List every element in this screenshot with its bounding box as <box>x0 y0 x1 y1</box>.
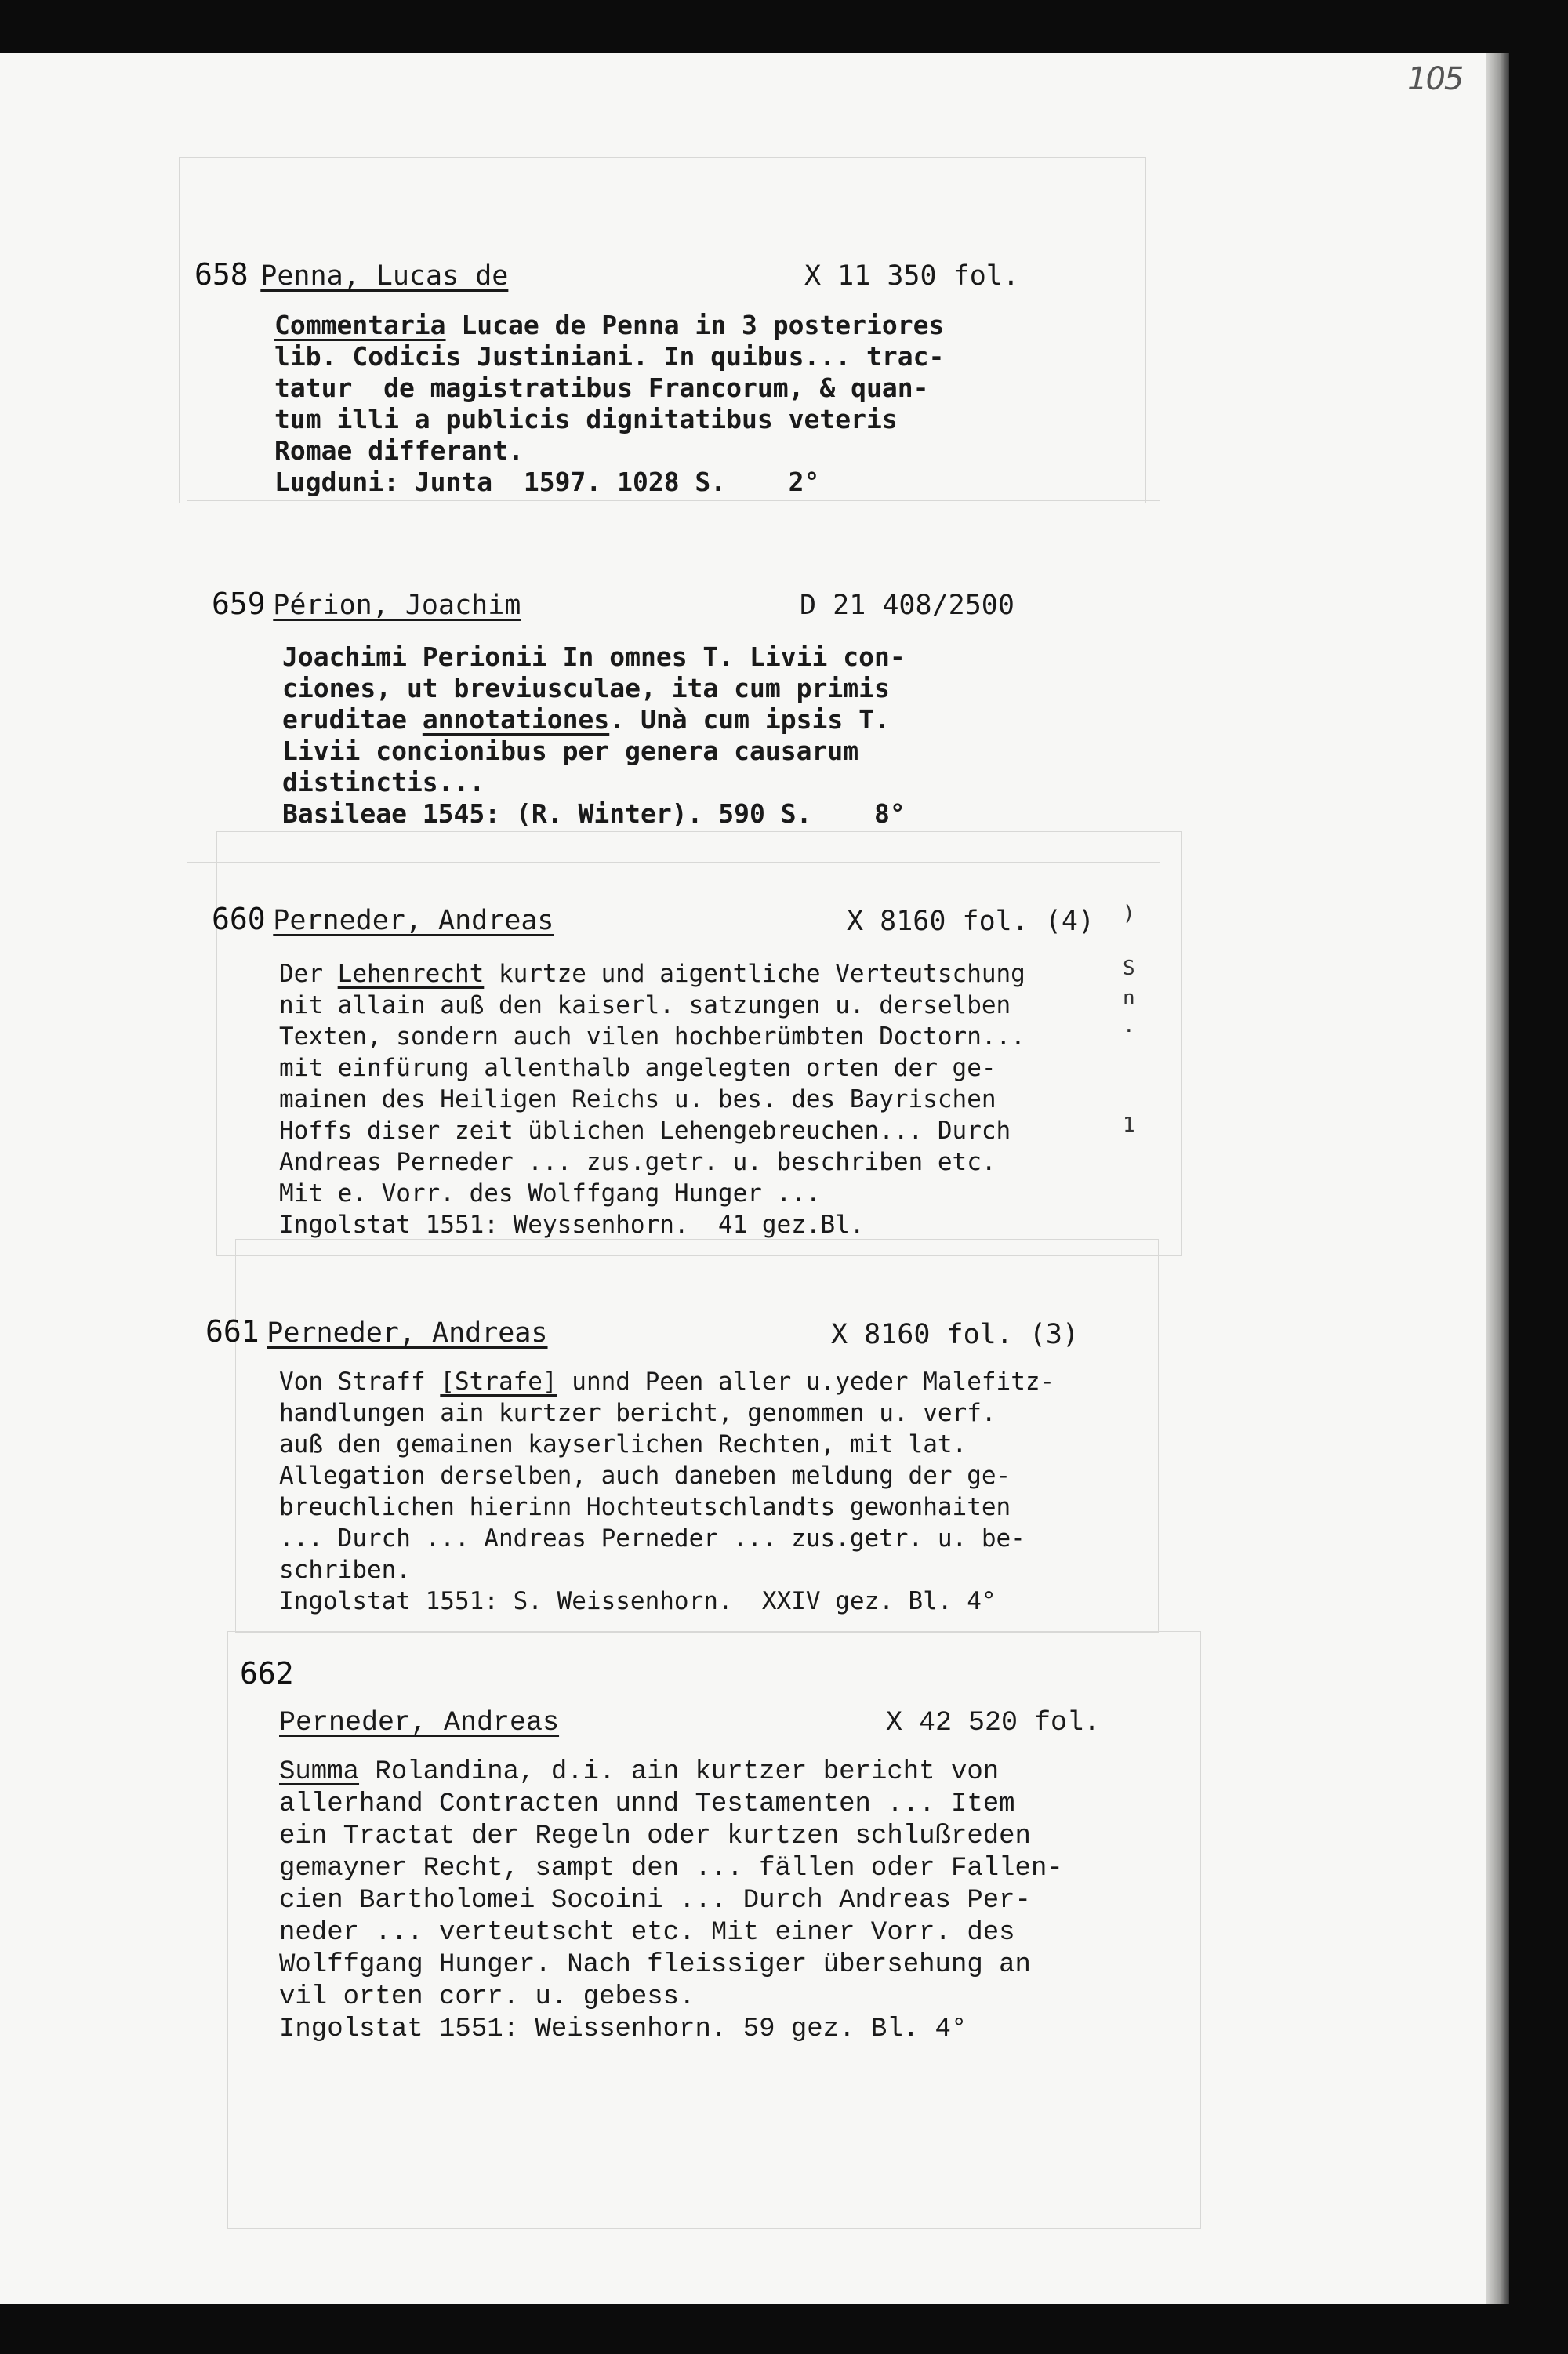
body-line: distinctis... <box>282 767 485 797</box>
margin-mark: S <box>1123 957 1135 980</box>
body-line: Allegation derselben, auch daneben meldung der ge- <box>279 1462 1011 1490</box>
body-line: auß den gemainen kayserlichen Rechten, mit lat. <box>279 1430 967 1459</box>
body-line: vil orten corr. u. gebess. <box>279 1982 695 2012</box>
body-line: gemayner Recht, sampt den ... fällen oder Fallen- <box>279 1854 1063 1884</box>
folio-number: 105 <box>1407 61 1463 97</box>
body-line: tum illi a publicis dignitatibus veteris <box>274 404 898 434</box>
body-line: allerhand Contracten unnd Testamenten ... Item <box>279 1789 1015 1819</box>
catalog-entry <box>240 1656 294 1691</box>
entry-body <box>279 1366 1054 1617</box>
body-line: ... Durch ... Andreas Perneder ... zus.getr. u. be- <box>279 1524 1025 1553</box>
title-line <box>274 310 944 341</box>
catalog-entry <box>212 587 521 621</box>
title-keyword: Summa <box>279 1757 360 1787</box>
body-line: mit einfürung allenthalb angelegten orten der ge- <box>279 1054 996 1082</box>
title-keyword: Lehenrecht <box>337 960 485 988</box>
shelfmark: X 42 520 fol. <box>886 1707 1101 1738</box>
body-line: Rolandina, d.i. ain kurtzer bericht von <box>359 1757 1000 1787</box>
imprint-line: Ingolstat 1551: Weyssenhorn. 41 gez.Bl. <box>279 1211 865 1239</box>
body-line: Joachimi Perionii In omnes T. Livii con- <box>282 641 906 672</box>
body-line: nit allain auß den kaiserl. satzungen u. derselben <box>279 991 1011 1019</box>
catalog-entry <box>212 902 554 936</box>
margin-mark: n <box>1123 986 1135 1010</box>
title-line <box>279 1756 1063 1789</box>
body-line: tatur de magistratibus Francorum, & quan- <box>274 372 929 403</box>
imprint-line: Ingolstat 1551: Weissenhorn. 59 gez. Bl. 4° <box>279 2014 967 2044</box>
body-line: Mit e. Vorr. des Wolffgang Hunger ... <box>279 1179 821 1208</box>
entry-body <box>279 958 1025 1241</box>
body-line: neder ... verteutscht etc. Mit einer Vorr. des <box>279 1918 1015 1948</box>
page-edge <box>1486 53 1509 2304</box>
body-line: handlungen ain kurtzer bericht, genommen u. verf. <box>279 1399 996 1427</box>
title-keyword: Commentaria <box>274 310 446 340</box>
catalog-entry <box>194 257 508 292</box>
entry-heading: Perneder, Andreas <box>279 1707 560 1738</box>
body-line: lib. Codicis Justiniani. In quibus... trac- <box>274 341 945 372</box>
entry-heading-row <box>279 1707 559 1738</box>
text-fragment: kurtze und aigentliche Verteutschung <box>484 960 1025 988</box>
body-line: breuchlichen hierinn Hochteutschlandts gewonhaiten <box>279 1493 1011 1521</box>
entry-number: 659 <box>212 587 266 621</box>
entry-heading: Périon, Joachim <box>273 590 521 621</box>
body-line <box>279 958 1025 990</box>
body-line: Lucae de Penna in 3 posteriores <box>445 310 945 340</box>
entry-body <box>282 641 906 830</box>
text-fragment: Der <box>279 960 338 988</box>
margin-mark: ) <box>1123 902 1135 925</box>
shelfmark: X 11 350 fol. <box>804 260 1019 292</box>
text-fragment: Von Straff <box>279 1368 441 1396</box>
body-line: Andreas Perneder ... zus.getr. u. beschriben etc. <box>279 1148 996 1176</box>
body-line: Wolffgang Hunger. Nach fleissiger übersehung an <box>279 1950 1031 1980</box>
body-line: ein Tractat der Regeln oder kurtzen schlußreden <box>279 1822 1031 1851</box>
entry-number: 660 <box>212 902 266 936</box>
body-line: Livii concionibus per genera causarum <box>282 736 859 766</box>
body-line <box>282 704 906 736</box>
body-line: Hoffs diser zeit üblichen Lehengebreuchen... Durch <box>279 1117 1011 1145</box>
entry-body <box>274 310 944 498</box>
entry-number: 662 <box>240 1656 294 1691</box>
text-fragment: unnd Peen aller u.yeder Malefitz- <box>557 1368 1055 1396</box>
body-line: Romae differant. <box>274 435 524 466</box>
shelfmark: X 8160 fol. (3) <box>831 1319 1080 1350</box>
text-fragment: . Unà cum ipsis T. <box>609 704 890 735</box>
catalog-entry <box>205 1314 548 1349</box>
title-keyword: [Strafe] <box>440 1368 557 1396</box>
entry-number: 661 <box>205 1314 260 1349</box>
body-line: ciones, ut breviusculae, ita cum primis <box>282 673 890 703</box>
body-line: schriben. <box>279 1556 411 1584</box>
entry-body <box>279 1756 1063 2046</box>
margin-mark: · <box>1123 1019 1135 1043</box>
entry-heading: Penna, Lucas de <box>260 260 509 292</box>
body-line: cien Bartholomei Socoini ... Durch Andreas Per- <box>279 1886 1031 1916</box>
body-line: Texten, sondern auch vilen hochberümbten Doctorn... <box>279 1023 1025 1051</box>
imprint-line: Ingolstat 1551: S. Weissenhorn. XXIV gez. Bl. 4° <box>279 1587 996 1615</box>
entry-number: 658 <box>194 257 249 292</box>
imprint-line: Lugduni: Junta 1597. 1028 S. 2° <box>274 467 820 497</box>
imprint-line: Basileae 1545: (R. Winter). 590 S. 8° <box>282 798 906 829</box>
entry-heading: Perneder, Andreas <box>273 905 554 936</box>
shelfmark: X 8160 fol. (4) <box>847 906 1095 937</box>
body-line: mainen des Heiligen Reichs u. bes. des Bayrischen <box>279 1085 996 1113</box>
title-keyword: annotationes <box>422 704 610 735</box>
margin-mark: 1 <box>1123 1113 1135 1137</box>
entry-heading: Perneder, Andreas <box>267 1317 548 1349</box>
body-line <box>279 1366 1054 1397</box>
text-fragment: eruditae <box>282 704 423 735</box>
shelfmark: D 21 408/2500 <box>800 590 1014 621</box>
